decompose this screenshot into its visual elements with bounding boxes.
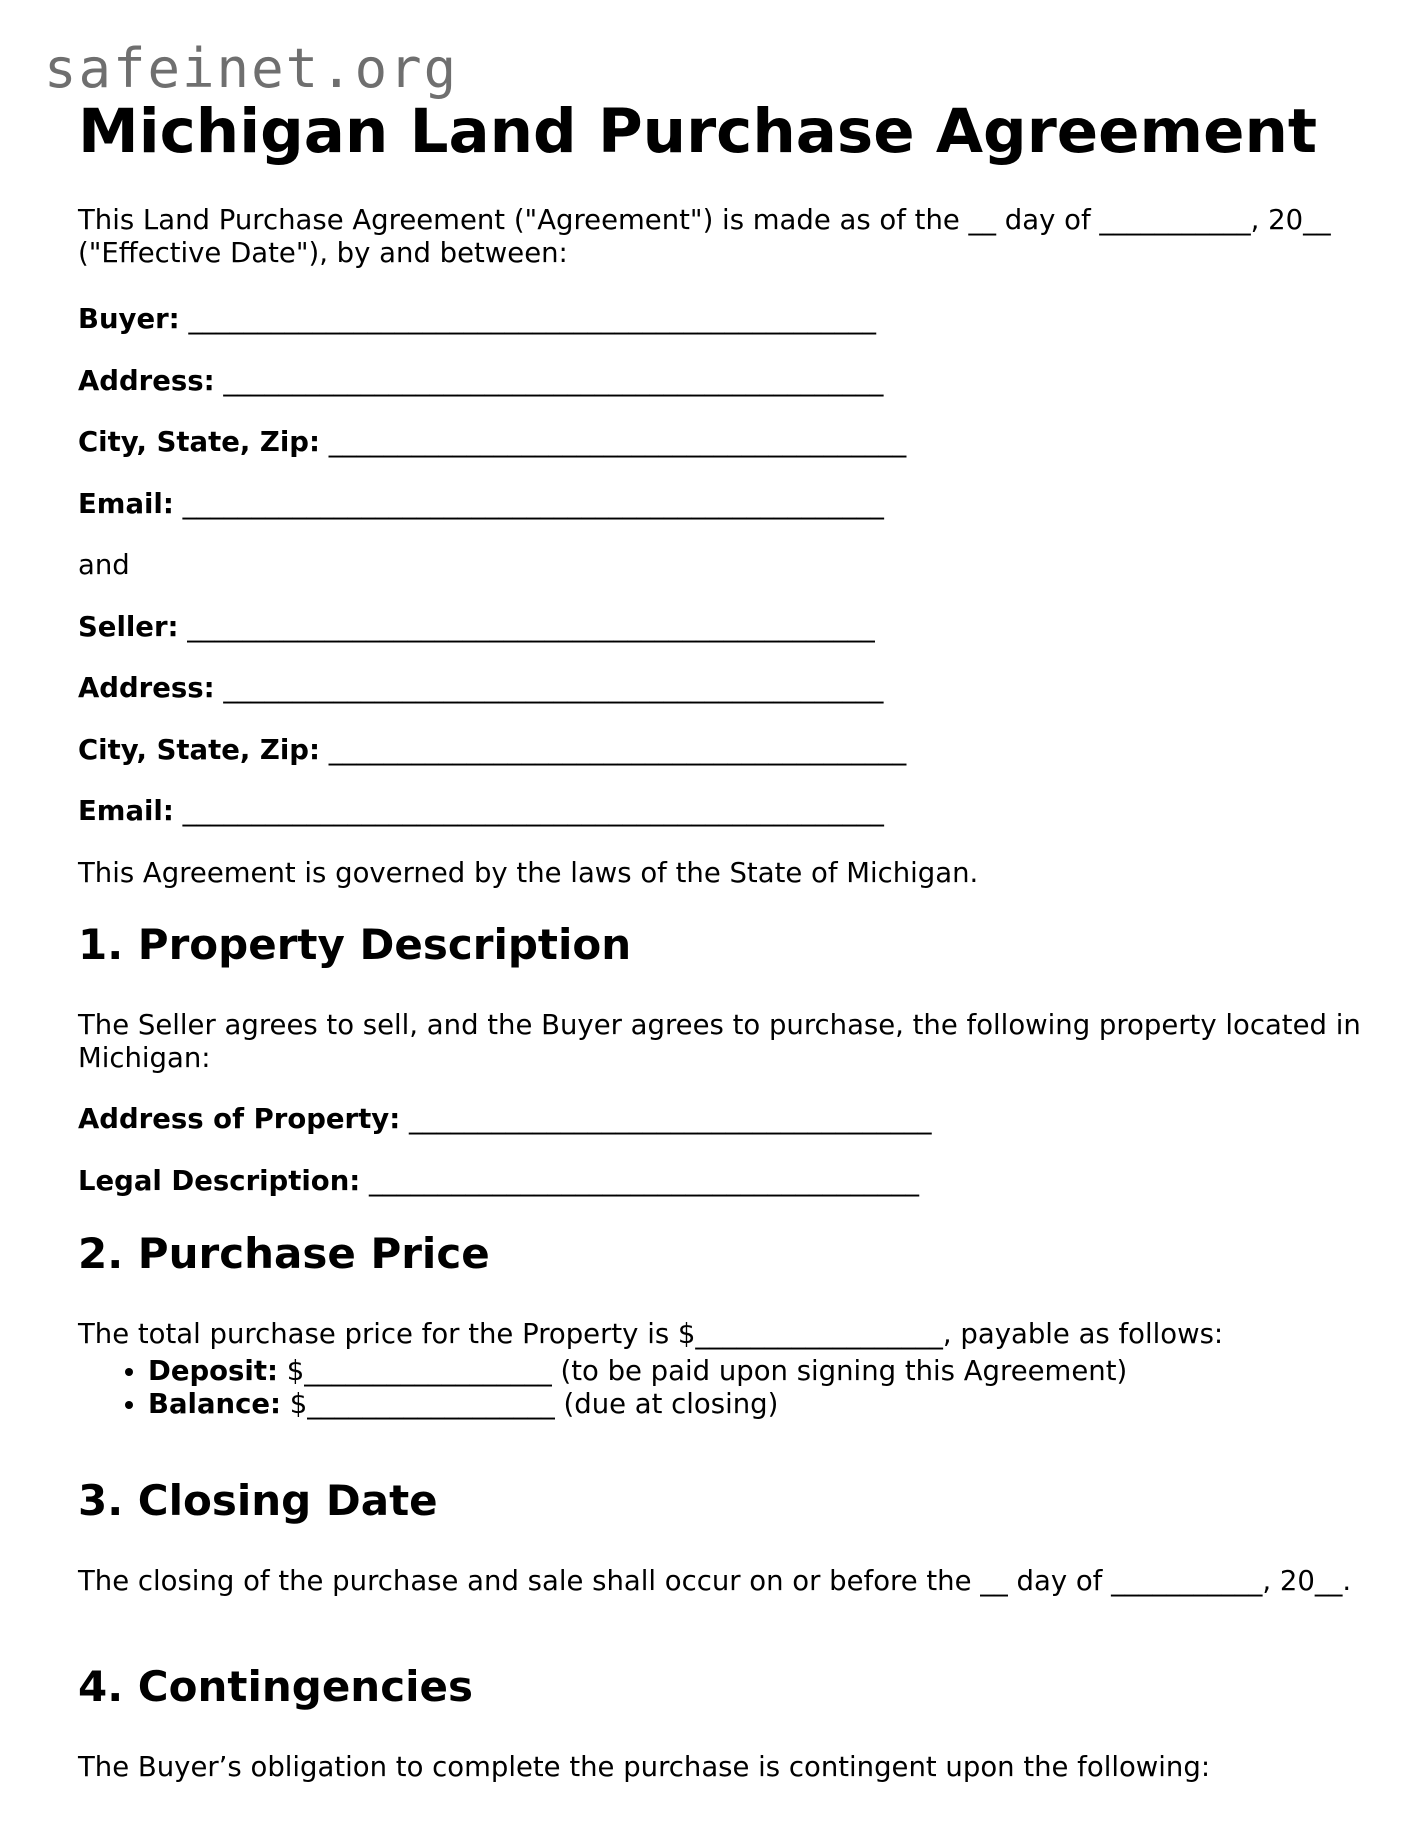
seller-address-line: ________________________________________________ <box>223 672 884 704</box>
property-address-field <box>78 1103 931 1136</box>
buyer-email-label: Email: <box>78 488 174 520</box>
seller-name-label: Seller: <box>78 611 179 643</box>
legal-description-label: Legal Description: <box>78 1165 361 1197</box>
section-contingencies-heading: 4. Contingencies <box>78 1662 473 1711</box>
section-price-heading: 2. Purchase Price <box>78 1229 490 1278</box>
intro-paragraph: This Land Purchase Agreement ("Agreement") is made as of the __ day of ___________, 20__ ("Effective Date"), by and between: <box>78 204 1331 269</box>
list-item <box>148 1355 1127 1388</box>
buyer-email-line: ___________________________________________________ <box>182 488 884 520</box>
seller-city-line: __________________________________________ <box>328 734 907 766</box>
buyer-city-line: __________________________________________ <box>328 426 907 458</box>
buyer-city-label: City, State, Zip: <box>78 426 320 458</box>
document-title: Michigan Land Purchase Agreement <box>78 96 1318 167</box>
legal-description-line: ________________________________________ <box>369 1165 920 1197</box>
section-price-text: The total purchase price for the Property is $__________________, payable as follows: <box>78 1318 1224 1350</box>
deposit-label: Deposit: <box>148 1355 278 1387</box>
deposit-value: $__________________ (to be paid upon signing this Agreement) <box>286 1355 1128 1387</box>
seller-email-field <box>78 795 884 828</box>
section-property-heading: 1. Property Description <box>78 920 632 969</box>
buyer-name-label: Buyer: <box>78 303 180 335</box>
governing-law-text: This Agreement is governed by the laws of the State of Michigan. <box>78 857 979 889</box>
list-item <box>148 1388 1127 1421</box>
buyer-name-line: __________________________________________________ <box>188 303 876 335</box>
section-closing-heading: 3. Closing Date <box>78 1476 438 1525</box>
buyer-address-label: Address: <box>78 365 215 397</box>
seller-city-field <box>78 734 906 767</box>
section-closing-text: The closing of the purchase and sale shall occur on or before the __ day of ___________, 20__. <box>78 1565 1352 1597</box>
seller-address-field <box>78 672 883 705</box>
seller-email-line: ___________________________________________________ <box>182 795 884 827</box>
buyer-city-field <box>78 426 906 459</box>
legal-description-field <box>78 1165 919 1198</box>
buyer-address-field <box>78 365 883 398</box>
buyer-email-field <box>78 488 884 521</box>
buyer-name-field <box>78 303 876 336</box>
property-address-label: Address of Property: <box>78 1103 401 1135</box>
seller-email-label: Email: <box>78 795 174 827</box>
section-property-text: The Seller agrees to sell, and the Buyer agrees to purchase, the following property located in Michigan: <box>78 1009 1361 1074</box>
section-contingencies-text: The Buyer’s obligation to complete the purchase is contingent upon the following: <box>78 1751 1211 1783</box>
balance-label: Balance: <box>148 1388 282 1420</box>
seller-name-line: __________________________________________________ <box>187 611 875 643</box>
property-address-line: ______________________________________ <box>408 1103 932 1135</box>
seller-address-label: Address: <box>78 672 215 704</box>
seller-name-field <box>78 611 875 644</box>
watermark: safeinet.org <box>44 37 459 100</box>
seller-city-label: City, State, Zip: <box>78 734 320 766</box>
payment-list <box>78 1355 1127 1421</box>
buyer-address-line: ________________________________________________ <box>223 365 884 397</box>
and-text: and <box>78 549 130 581</box>
balance-value: $__________________ (due at closing) <box>289 1388 779 1420</box>
